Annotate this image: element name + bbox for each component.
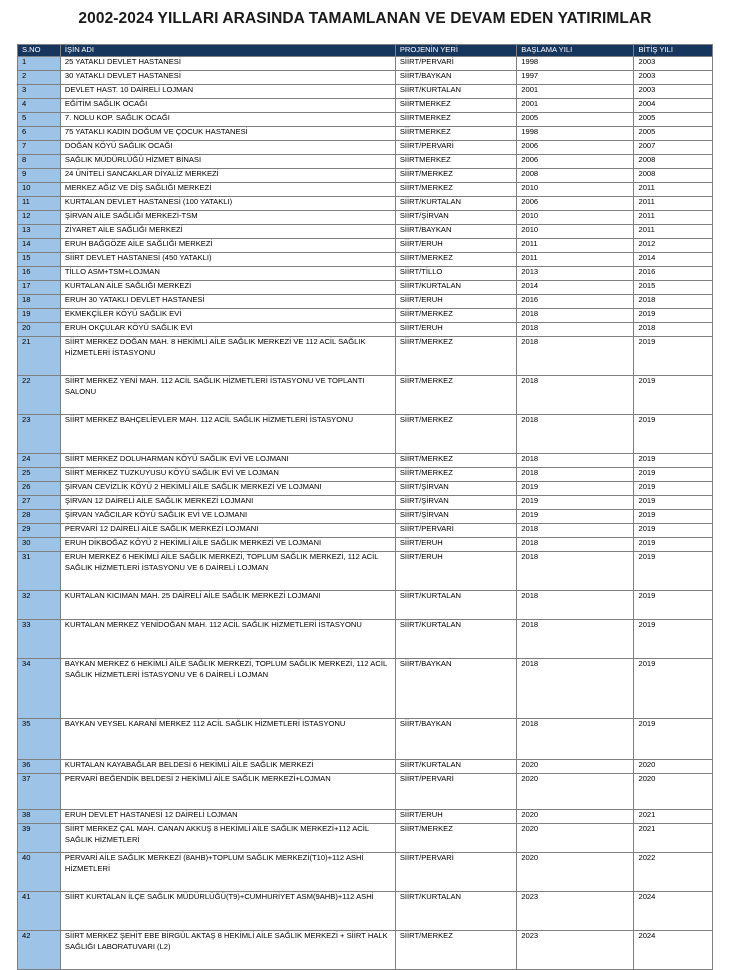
row-number: 7 (18, 141, 61, 155)
row-number: 14 (18, 239, 61, 253)
project-location: SİİRT/ERUH (395, 239, 516, 253)
start-year: 1997 (517, 71, 634, 85)
row-number: 13 (18, 225, 61, 239)
row-number: 9 (18, 169, 61, 183)
column-header-name: İŞİN ADI (60, 45, 395, 57)
end-year: 2019 (634, 496, 713, 510)
end-year: 2019 (634, 620, 713, 659)
start-year: 2018 (517, 415, 634, 454)
start-year: 2006 (517, 197, 634, 211)
start-year: 2018 (517, 376, 634, 415)
end-year: 2011 (634, 211, 713, 225)
start-year: 2014 (517, 281, 634, 295)
row-number: 22 (18, 376, 61, 415)
end-year: 2004 (634, 99, 713, 113)
start-year: 2010 (517, 211, 634, 225)
project-location: SİİRT/BAYKAN (395, 719, 516, 760)
project-location: SİİRT/ERUH (395, 538, 516, 552)
project-location: SİİRTMERKEZ (395, 113, 516, 127)
table-row (18, 510, 713, 524)
project-name: ERUH DEVLET HASTANESİ 12 DAİRELİ LOJMAN (60, 810, 395, 824)
project-name: ŞİRVAN YAĞCILAR KÖYÜ SAĞLIK EVİ VE LOJMANI (60, 510, 395, 524)
row-number: 30 (18, 538, 61, 552)
project-location: SİİRT/MERKEZ (395, 824, 516, 853)
project-location: SİİRT/ERUH (395, 295, 516, 309)
project-location: SİİRTMERKEZ (395, 127, 516, 141)
table-row (18, 337, 713, 376)
table-row (18, 211, 713, 225)
project-location: SİİRT/MERKEZ (395, 169, 516, 183)
project-location: SİİRT/ŞİRVAN (395, 510, 516, 524)
investments-table (17, 44, 713, 970)
table-row (18, 225, 713, 239)
start-year: 2018 (517, 620, 634, 659)
project-name: ERUH MERKEZ 6 HEKİMLİ AİLE SAĞLIK MERKEZİ, TOPLUM SAĞLIK MERKEZİ, 112 ACİL SAĞLIK HİZMETLERİ İSTASYONU VE 6 DAİRELİ LOJMAN (60, 552, 395, 591)
table-row (18, 591, 713, 620)
row-number: 23 (18, 415, 61, 454)
project-location: SİİRT/KURTALAN (395, 620, 516, 659)
project-location: SİİRT/PERVARİ (395, 57, 516, 71)
start-year: 2011 (517, 239, 634, 253)
project-location: SİİRT/KURTALAN (395, 85, 516, 99)
project-name: MERKEZ AĞIZ VE DİŞ SAĞLIĞI MERKEZİ (60, 183, 395, 197)
table-row (18, 482, 713, 496)
project-location: SİİRT/ERUH (395, 552, 516, 591)
end-year: 2022 (634, 853, 713, 892)
start-year: 2018 (517, 538, 634, 552)
start-year: 2018 (517, 552, 634, 591)
row-number: 6 (18, 127, 61, 141)
project-location: SİİRT/MERKEZ (395, 415, 516, 454)
start-year: 2001 (517, 99, 634, 113)
end-year: 2024 (634, 931, 713, 970)
project-location: SİİRT/KURTALAN (395, 281, 516, 295)
end-year: 2011 (634, 183, 713, 197)
end-year: 2005 (634, 127, 713, 141)
end-year: 2018 (634, 295, 713, 309)
row-number: 41 (18, 892, 61, 931)
end-year: 2014 (634, 253, 713, 267)
end-year: 2021 (634, 824, 713, 853)
project-name: SİİRT MERKEZ ÇAL MAH. CANAN AKKUŞ 8 HEKİMLİ AİLE SAĞLIK MERKEZİ+112 ACİL SAĞLIK HİZMETLERİ (60, 824, 395, 853)
table-row (18, 155, 713, 169)
row-number: 25 (18, 468, 61, 482)
project-name: PERVARİ BEĞENDİK BELDESİ 2 HEKİMLİ AİLE SAĞLIK MERKEZİ+LOJMAN (60, 774, 395, 810)
end-year: 2008 (634, 155, 713, 169)
table-row (18, 538, 713, 552)
table-body (18, 57, 713, 970)
project-name: PERVARİ 12 DAİRELİ AİLE SAĞLIK MERKEZİ LOJMANI (60, 524, 395, 538)
row-number: 11 (18, 197, 61, 211)
project-name: EĞİTİM SAĞLIK OCAĞI (60, 99, 395, 113)
project-name: ERUH 30 YATAKLI DEVLET HASTANESİ (60, 295, 395, 309)
project-location: SİİRT/MERKEZ (395, 931, 516, 970)
project-name: DOĞAN KÖYÜ SAĞLIK OCAĞI (60, 141, 395, 155)
project-location: SİİRT/MERKEZ (395, 376, 516, 415)
end-year: 2024 (634, 892, 713, 931)
end-year: 2021 (634, 810, 713, 824)
table-row (18, 85, 713, 99)
row-number: 27 (18, 496, 61, 510)
end-year: 2019 (634, 591, 713, 620)
table-row (18, 127, 713, 141)
column-header-sno: S.NO (18, 45, 61, 57)
table-row (18, 57, 713, 71)
end-year: 2019 (634, 415, 713, 454)
table-row (18, 141, 713, 155)
start-year: 2019 (517, 482, 634, 496)
project-name: SİİRT MERKEZ DOĞAN MAH. 8 HEKİMLİ AİLE SAĞLIK MERKEZİ VE 112 ACİL SAĞLIK HİZMETLERİ İSTASYONU (60, 337, 395, 376)
project-name: ŞİRVAN CEVİZLİK KÖYÜ 2 HEKİMLİ AİLE SAĞLIK MERKEZİ VE LOJMANI (60, 482, 395, 496)
project-location: SİİRT/MERKEZ (395, 468, 516, 482)
project-name: KURTALAN AİLE SAĞLIĞI MERKEZİ (60, 281, 395, 295)
row-number: 36 (18, 760, 61, 774)
project-name: SİİRT DEVLET HASTANESİ (450 YATAKLI) (60, 253, 395, 267)
end-year: 2003 (634, 85, 713, 99)
project-location: SİİRTMERKEZ (395, 155, 516, 169)
project-name: KURTALAN MERKEZ YENİDOĞAN MAH. 112 ACİL SAĞLIK HİZMETLERİ İSTASYONU (60, 620, 395, 659)
project-name: SİİRT KURTALAN İLÇE SAĞLIK MÜDÜRLÜĞÜ(T9)+CUMHURİYET ASM(9AHB)+112 ASHİ (60, 892, 395, 931)
table-row (18, 774, 713, 810)
start-year: 2018 (517, 337, 634, 376)
project-location: SİİRT/KURTALAN (395, 760, 516, 774)
table-row (18, 113, 713, 127)
table-row (18, 853, 713, 892)
row-number: 21 (18, 337, 61, 376)
table-row (18, 183, 713, 197)
project-location: SİİRT/BAYKAN (395, 659, 516, 719)
end-year: 2019 (634, 482, 713, 496)
start-year: 2018 (517, 323, 634, 337)
column-header-place: PROJENİN YERİ (395, 45, 516, 57)
project-location: SİİRT/TİLLO (395, 267, 516, 281)
project-location: SİİRT/BAYKAN (395, 225, 516, 239)
row-number: 26 (18, 482, 61, 496)
table-row (18, 496, 713, 510)
end-year: 2012 (634, 239, 713, 253)
row-number: 10 (18, 183, 61, 197)
start-year: 2018 (517, 591, 634, 620)
start-year: 2006 (517, 155, 634, 169)
project-name: SAĞLIK MÜDÜRLÜĞÜ HİZMET BİNASI (60, 155, 395, 169)
start-year: 2018 (517, 309, 634, 323)
start-year: 1998 (517, 57, 634, 71)
table-header (18, 45, 713, 57)
start-year: 2001 (517, 85, 634, 99)
project-name: SİİRT MERKEZ TUZKUYUSU KÖYÜ SAĞLIK EVİ VE LOJMAN (60, 468, 395, 482)
project-name: DEVLET HAST. 10 DAİRELİ LOJMAN (60, 85, 395, 99)
project-location: SİİRT/PERVARİ (395, 774, 516, 810)
row-number: 17 (18, 281, 61, 295)
project-name: TİLLO ASM+TSM+LOJMAN (60, 267, 395, 281)
row-number: 24 (18, 454, 61, 468)
table-row (18, 760, 713, 774)
row-number: 37 (18, 774, 61, 810)
end-year: 2015 (634, 281, 713, 295)
row-number: 12 (18, 211, 61, 225)
project-location: SİİRT/ERUH (395, 323, 516, 337)
start-year: 2019 (517, 496, 634, 510)
row-number: 2 (18, 71, 61, 85)
project-name: EKMEKÇİLER KÖYÜ SAĞLIK EVİ (60, 309, 395, 323)
project-name: ŞİRVAN AİLE SAĞLIĞI MERKEZİ-TSM (60, 211, 395, 225)
project-location: SİİRT/MERKEZ (395, 454, 516, 468)
project-location: SİİRT/KURTALAN (395, 591, 516, 620)
project-name: ERUH DİKBOĞAZ KÖYÜ 2 HEKİMLİ AİLE SAĞLIK MERKEZİ VE LOJMANI (60, 538, 395, 552)
project-name: BAYKAN VEYSEL KARANİ MERKEZ 112 ACİL SAĞLIK HİZMETLERİ İSTASYONU (60, 719, 395, 760)
table-row (18, 323, 713, 337)
start-year: 2010 (517, 183, 634, 197)
table-row (18, 309, 713, 323)
table-row (18, 824, 713, 853)
project-name: 7. NOLU KOP. SAĞLIK OCAĞI (60, 113, 395, 127)
table-row (18, 281, 713, 295)
end-year: 2019 (634, 538, 713, 552)
row-number: 38 (18, 810, 61, 824)
table-row (18, 295, 713, 309)
row-number: 28 (18, 510, 61, 524)
end-year: 2019 (634, 552, 713, 591)
end-year: 2019 (634, 659, 713, 719)
table-row (18, 468, 713, 482)
table-row (18, 620, 713, 659)
start-year: 2018 (517, 719, 634, 760)
table-row (18, 524, 713, 538)
table-row (18, 719, 713, 760)
table-row (18, 810, 713, 824)
project-name: 24 ÜNİTELİ SANCAKLAR DİYALİZ MERKEZİ (60, 169, 395, 183)
start-year: 2018 (517, 659, 634, 719)
project-name: SİİRT MERKEZ DOLUHARMAN KÖYÜ SAĞLIK EVİ VE LOJMANI (60, 454, 395, 468)
start-year: 2010 (517, 225, 634, 239)
end-year: 2003 (634, 57, 713, 71)
row-number: 8 (18, 155, 61, 169)
row-number: 3 (18, 85, 61, 99)
project-name: ERUH BAĞGÖZE AİLE SAĞLIĞI MERKEZİ (60, 239, 395, 253)
project-location: SİİRT/ŞİRVAN (395, 482, 516, 496)
start-year: 2020 (517, 853, 634, 892)
end-year: 2019 (634, 468, 713, 482)
project-name: BAYKAN MERKEZ 6 HEKİMLİ AİLE SAĞLIK MERKEZİ, TOPLUM SAĞLIK MERKEZİ, 112 ACİL SAĞLIK HİZMETLERİ İSTASYONU VE 6 DAİRELİ LOJMAN (60, 659, 395, 719)
row-number: 31 (18, 552, 61, 591)
project-location: SİİRTMERKEZ (395, 99, 516, 113)
end-year: 2003 (634, 71, 713, 85)
start-year: 2018 (517, 454, 634, 468)
table-row (18, 71, 713, 85)
row-number: 33 (18, 620, 61, 659)
page-title: 2002-2024 YILLARI ARASINDA TAMAMLANAN VE DEVAM EDEN YATIRIMLAR (78, 10, 652, 27)
start-year: 2011 (517, 253, 634, 267)
table-row (18, 892, 713, 931)
project-location: SİİRT/KURTALAN (395, 892, 516, 931)
project-location: SİİRT/MERKEZ (395, 309, 516, 323)
start-year: 2008 (517, 169, 634, 183)
project-name: SİİRT MERKEZ BAHÇELİEVLER MAH. 112 ACİL SAĞLIK HİZMETLERİ İSTASYONU (60, 415, 395, 454)
project-name: ŞİRVAN 12 DAİRELİ AİLE SAĞLIK MERKEZİ LOJMANI (60, 496, 395, 510)
end-year: 2019 (634, 376, 713, 415)
row-number: 40 (18, 853, 61, 892)
row-number: 42 (18, 931, 61, 970)
start-year: 1998 (517, 127, 634, 141)
project-name: 30 YATAKLI DEVLET HASTANESİ (60, 71, 395, 85)
table-row (18, 376, 713, 415)
start-year: 2020 (517, 760, 634, 774)
start-year: 2020 (517, 774, 634, 810)
start-year: 2016 (517, 295, 634, 309)
project-location: SİİRT/ERUH (395, 810, 516, 824)
end-year: 2008 (634, 169, 713, 183)
table-row (18, 931, 713, 970)
project-location: SİİRT/PERVARİ (395, 141, 516, 155)
table-row (18, 99, 713, 113)
start-year: 2006 (517, 141, 634, 155)
start-year: 2023 (517, 931, 634, 970)
end-year: 2020 (634, 774, 713, 810)
table-row (18, 239, 713, 253)
row-number: 34 (18, 659, 61, 719)
project-location: SİİRT/ŞİRVAN (395, 211, 516, 225)
project-name: ZİYARET AİLE SAĞLIĞI MERKEZİ (60, 225, 395, 239)
project-name: SİİRT MERKEZ ŞEHİT EBE BİRGÜL AKTAŞ 8 HEKİMLİ AİLE SAĞLIK MERKEZİ + SİİRT HALK SAĞLIĞI LABORATUVARI (L2) (60, 931, 395, 970)
end-year: 2011 (634, 197, 713, 211)
project-name: KURTALAN DEVLET HASTANESİ (100 YATAKLI) (60, 197, 395, 211)
end-year: 2019 (634, 524, 713, 538)
header-row (18, 45, 713, 57)
end-year: 2018 (634, 323, 713, 337)
project-location: SİİRT/BAYKAN (395, 71, 516, 85)
end-year: 2005 (634, 113, 713, 127)
end-year: 2019 (634, 309, 713, 323)
row-number: 29 (18, 524, 61, 538)
end-year: 2007 (634, 141, 713, 155)
project-name: ERUH OKÇULAR KÖYÜ SAĞLIK EVİ (60, 323, 395, 337)
table-row (18, 253, 713, 267)
project-name: KURTALAN KICIMAN MAH. 25 DAİRELİ AİLE SAĞLIK MERKEZİ LOJMANI (60, 591, 395, 620)
start-year: 2020 (517, 824, 634, 853)
row-number: 1 (18, 57, 61, 71)
row-number: 5 (18, 113, 61, 127)
end-year: 2019 (634, 719, 713, 760)
project-location: SİİRT/PERVARİ (395, 853, 516, 892)
table-row (18, 659, 713, 719)
table-row (18, 267, 713, 281)
project-name: KURTALAN KAYABAĞLAR BELDESİ 6 HEKİMLİ AİLE SAĞLIK MERKEZİ (60, 760, 395, 774)
end-year: 2019 (634, 337, 713, 376)
project-name: 25 YATAKLI DEVLET HASTANESİ (60, 57, 395, 71)
start-year: 2020 (517, 810, 634, 824)
row-number: 18 (18, 295, 61, 309)
start-year: 2013 (517, 267, 634, 281)
project-name: 75 YATAKLI KADIN DOĞUM VE ÇOCUK HASTANESİ (60, 127, 395, 141)
start-year: 2023 (517, 892, 634, 931)
project-location: SİİRT/MERKEZ (395, 183, 516, 197)
start-year: 2018 (517, 524, 634, 538)
row-number: 39 (18, 824, 61, 853)
end-year: 2019 (634, 454, 713, 468)
project-location: SİİRT/PERVARİ (395, 524, 516, 538)
end-year: 2019 (634, 510, 713, 524)
column-header-start-year: BAŞLAMA YILI (517, 45, 634, 57)
project-name: SİİRT MERKEZ YENİ MAH. 112 ACİL SAĞLIK HİZMETLERİ İSTASYONU VE TOPLANTI SALONU (60, 376, 395, 415)
start-year: 2005 (517, 113, 634, 127)
end-year: 2011 (634, 225, 713, 239)
table-row (18, 415, 713, 454)
row-number: 20 (18, 323, 61, 337)
table-row (18, 169, 713, 183)
project-name: PERVARİ AİLE SAĞLIK MERKEZİ (8AHB)+TOPLUM SAĞLIK MERKEZİ(T10)+112 ASHİ HİZMETLERİ (60, 853, 395, 892)
row-number: 19 (18, 309, 61, 323)
project-location: SİİRT/ŞİRVAN (395, 496, 516, 510)
row-number: 15 (18, 253, 61, 267)
start-year: 2018 (517, 468, 634, 482)
table-row (18, 454, 713, 468)
table-row (18, 552, 713, 591)
start-year: 2019 (517, 510, 634, 524)
row-number: 4 (18, 99, 61, 113)
end-year: 2016 (634, 267, 713, 281)
column-header-end-year: BİTİŞ YILI (634, 45, 713, 57)
row-number: 35 (18, 719, 61, 760)
project-location: SİİRT/KURTALAN (395, 197, 516, 211)
table-row (18, 197, 713, 211)
end-year: 2020 (634, 760, 713, 774)
project-location: SİİRT/MERKEZ (395, 253, 516, 267)
row-number: 16 (18, 267, 61, 281)
row-number: 32 (18, 591, 61, 620)
project-location: SİİRT/MERKEZ (395, 337, 516, 376)
